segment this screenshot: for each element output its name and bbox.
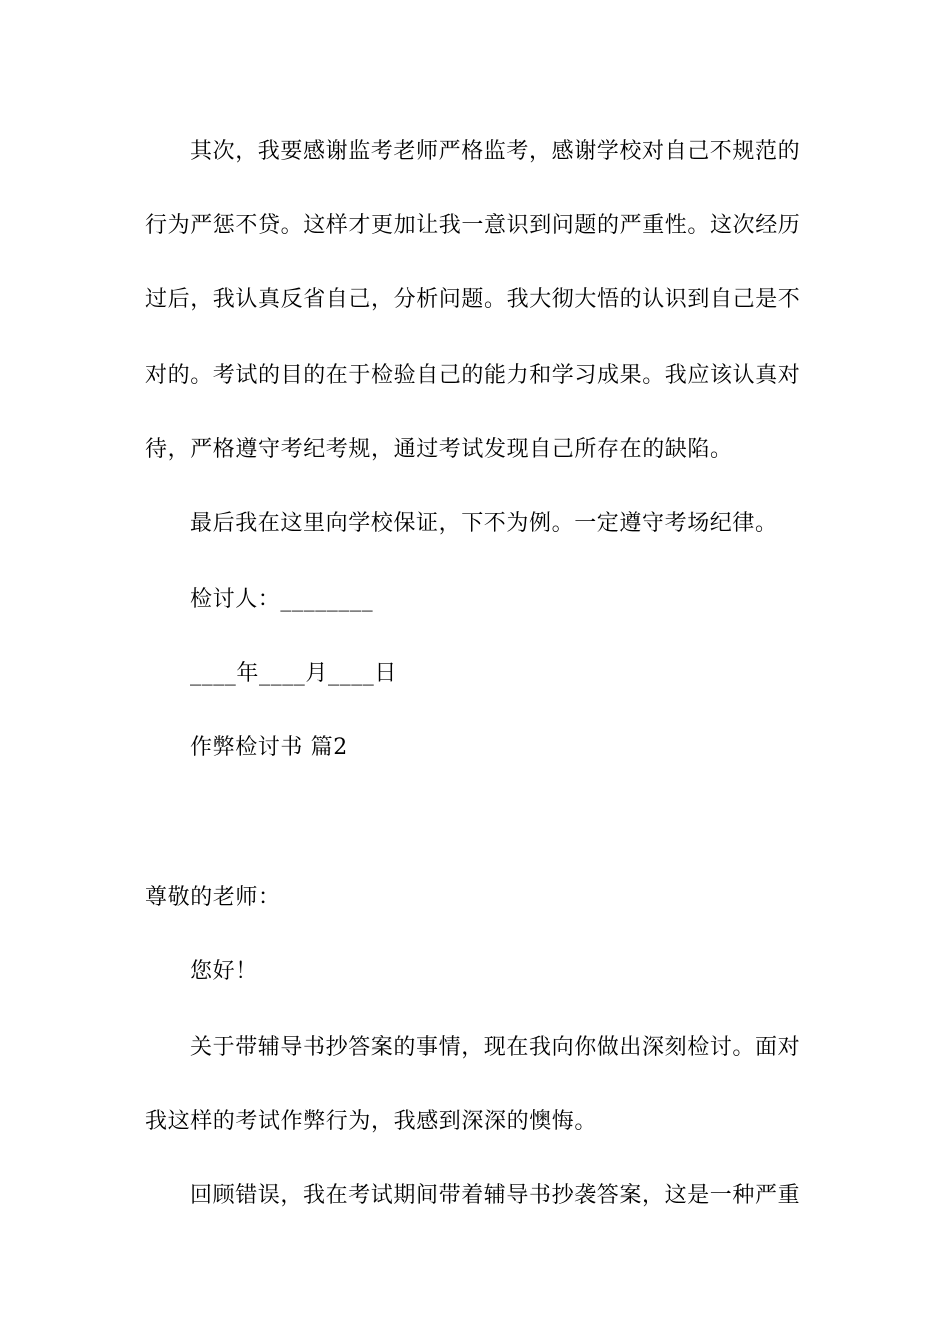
paragraph-line: 最后我在这里向学校保证，下不为例。一定遵守考场纪律。 — [190, 511, 778, 536]
paragraph-line: 过后，我认真反省自己，分析问题。我大彻大悟的认识到自己是不 — [145, 287, 801, 312]
paragraph-line: 回顾错误，我在考试期间带着辅导书抄袭答案，这是一种严重 — [190, 1183, 801, 1208]
paragraph-line: 其次，我要感谢监考老师严格监考，感谢学校对自己不规范的 — [190, 139, 801, 164]
paragraph-line: 行为严惩不贷。这样才更加让我一意识到问题的严重性。这次经历 — [145, 213, 801, 238]
paragraph-line: 对的。考试的目的在于检验自己的能力和学习成果。我应该认真对 — [145, 363, 801, 388]
section-title: 作弊检讨书 篇2 — [190, 735, 348, 760]
greeting: 您好！ — [190, 959, 258, 984]
paragraph-line: 我这样的考试作弊行为，我感到深深的懊悔。 — [145, 1109, 598, 1134]
salutation: 尊敬的老师： — [145, 885, 281, 910]
date-line: ____年____月____日 — [190, 661, 398, 686]
paragraph-line: 关于带辅导书抄答案的事情，现在我向你做出深刻检讨。面对 — [190, 1035, 801, 1060]
signer-line: 检讨人：________ — [190, 587, 374, 612]
paragraph-line: 待，严格遵守考纪考规，通过考试发现自己所存在的缺陷。 — [145, 437, 733, 462]
